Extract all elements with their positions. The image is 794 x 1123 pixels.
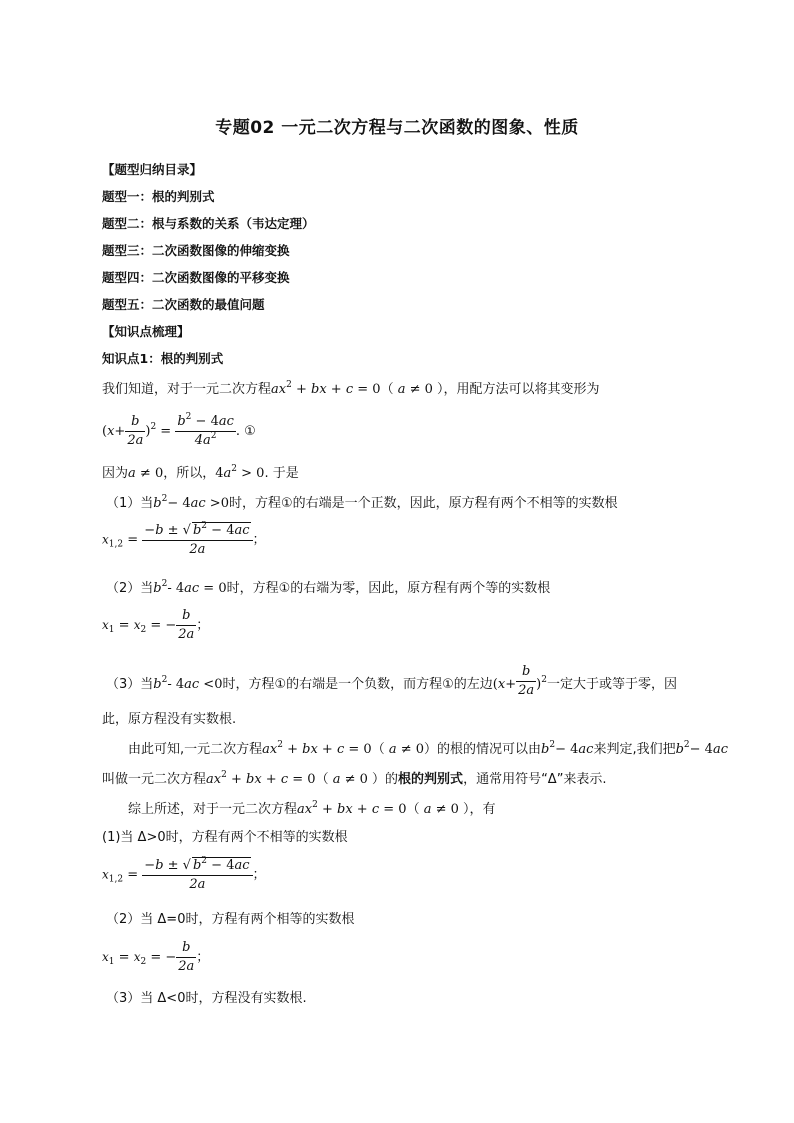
summary-roots-distinct: $x_{1,2}$ = $\frac{-b \pm √ b^2 - 4ac}{2a}$ ； (102, 856, 266, 892)
paragraph-discriminant-definition: 叫做一元二次方程$ax^2$ + bx + c = 0（ a ≠ 0 ）的根的判别式，通常用符号“Δ”来表示. (102, 770, 607, 787)
knowledge-point-1: 知识点1：根的判别式 (102, 351, 224, 366)
toc-item-5: 题型五：二次函数的最值问题 (102, 297, 265, 312)
toc-item-3: 题型三：二次函数图像的伸缩变换 (102, 243, 290, 258)
paragraph-thus: 由此可知,一元二次方程$ax^2$ + bx + c = 0（ a ≠ 0）的根的情况可以由$b^2- 4ac$来判定,我们把$b^2- 4ac$ (128, 740, 728, 757)
paragraph-intro: 我们知道，对于一元二次方程$ax^2$ + bx + c = 0（ a ≠ 0 ），用配方法可以将其变形为 (102, 380, 600, 397)
page-title: 专题02 一元二次方程与二次函数的图象、性质 (215, 118, 579, 138)
toc-item-1: 题型一：根的判别式 (102, 189, 215, 204)
toc-item-2: 题型二：根与系数的关系（韦达定理） (102, 216, 315, 231)
summary-case-3: （3）当 Δ<0时，方程没有实数根. (106, 991, 307, 1006)
case-1: （1）当$b^2- 4ac >0$时，方程①的右端是一个正数，因此，原方程有两个不相等的实数根 (106, 494, 618, 511)
paragraph-because: 因为a ≠ 0，所以，$4a^2 > 0$. 于是 (102, 464, 299, 481)
knowledge-heading: 【知识点梳理】 (102, 324, 190, 339)
case-3: （3）当$b^2-$ 4ac <0时，方程①的右端是一个负数，而方程①的左边(x+ $\frac{b}{2a}$ )$^2$一定大于或等于零，因 (106, 664, 677, 698)
case-3-continued: 此，原方程没有实数根. (102, 712, 237, 727)
completed-square-equation: (x+ $\frac{b}{2a}$ )$^2$ = $\frac{b^2 - 4ac}{4a^2}$ . ① (102, 412, 256, 448)
toc-item-4: 题型四：二次函数图像的平移变换 (102, 270, 290, 285)
roots-formula-distinct: $x_{1,2}$ = $\frac{-b \pm √ b^2 - 4ac}{2a}$ ； (102, 521, 266, 557)
toc-heading: 【题型归纳目录】 (102, 162, 203, 177)
roots-formula-equal: $x_1 = x_2$ = − $\frac{b}{2a}$ ； (102, 608, 210, 642)
summary-case-2: （2）当 Δ=0时，方程有两个相等的实数根 (106, 912, 355, 927)
summary-roots-equal: $x_1 = x_2$ = − $\frac{b}{2a}$ ； (102, 940, 210, 974)
summary-case-1: (1)当 Δ>0时，方程有两个不相等的实数根 (102, 830, 348, 845)
case-2: （2）当$b^2-$ 4ac = 0时，方程①的右端为零，因此，原方程有两个等的实数根 (106, 579, 551, 596)
paragraph-summary: 综上所述，对于一元二次方程$ax^2$ + bx + c = 0（ a ≠ 0 ），有 (128, 800, 496, 817)
